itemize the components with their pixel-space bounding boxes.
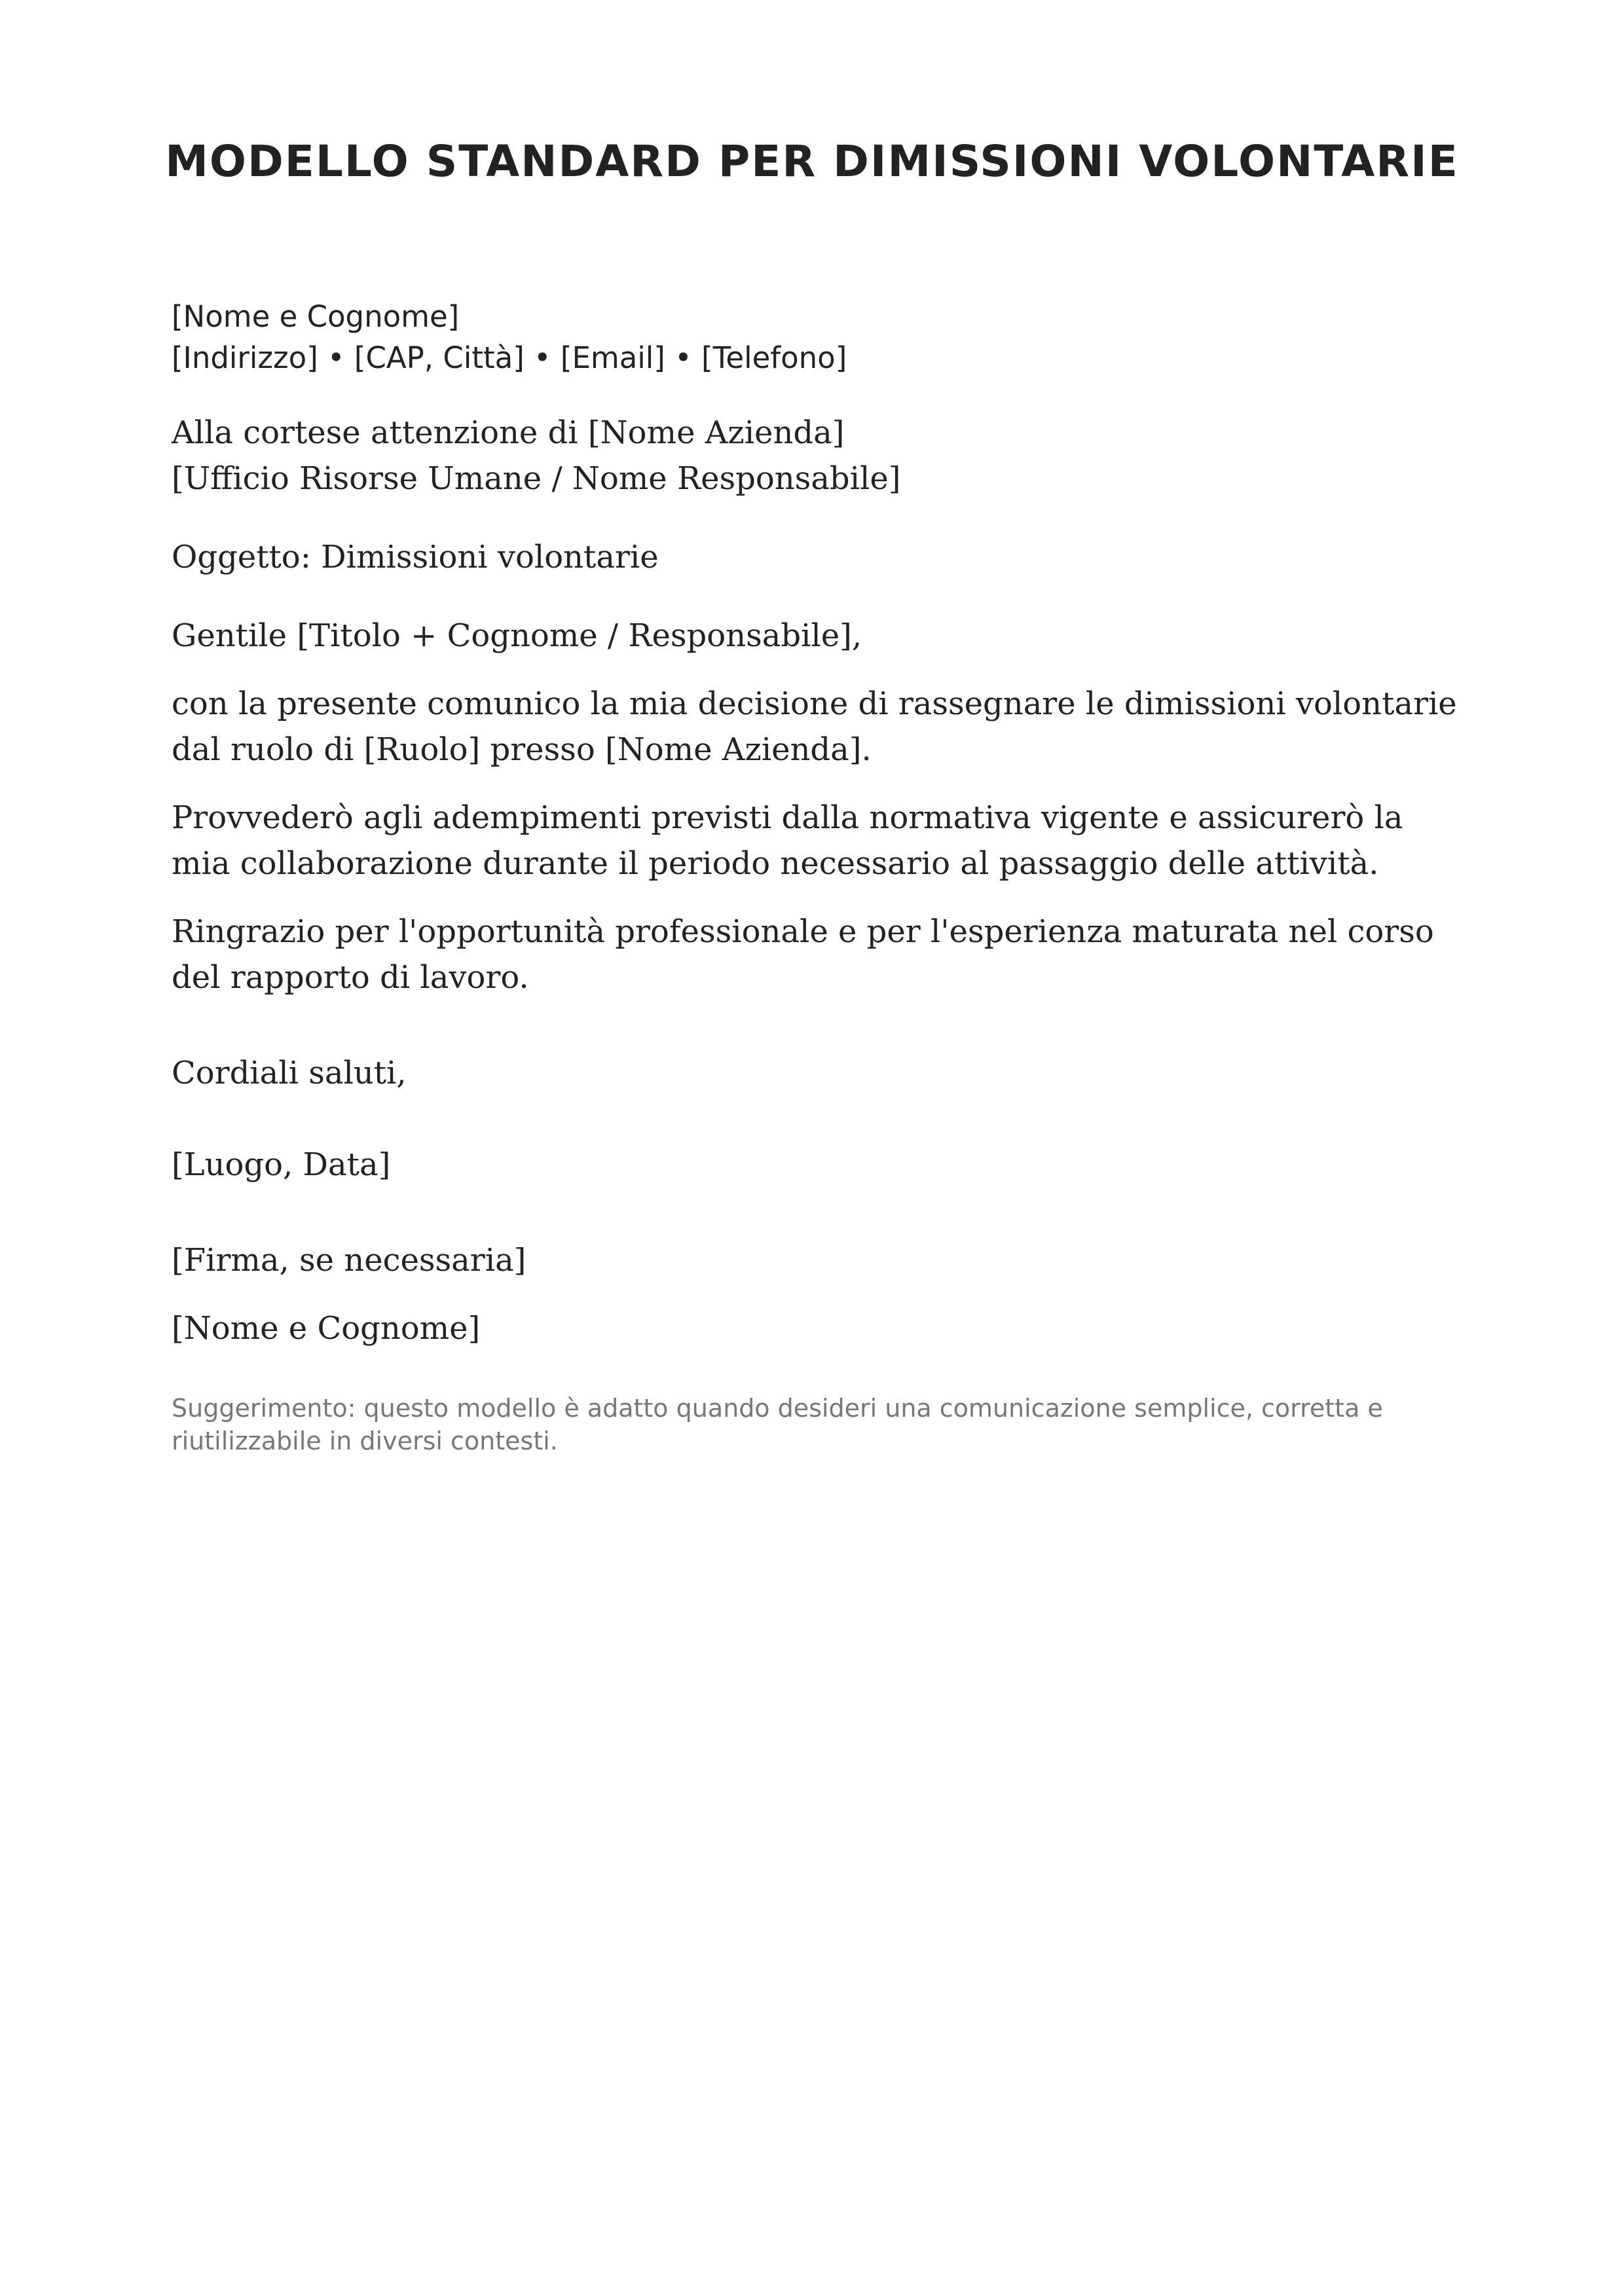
document-title: MODELLO STANDARD PER DIMISSIONI VOLONTARIE — [165, 136, 1459, 187]
closing: Cordiali saluti, — [172, 1055, 407, 1091]
sender-name: [Nome e Cognome] — [172, 299, 460, 334]
signature-placeholder: [Firma, se necessaria] — [172, 1242, 526, 1279]
subject-line: Oggetto: Dimissioni volontarie — [172, 539, 659, 575]
body-paragraph-1: con la presente comunico la mia decisione di rassegnare le dimissioni volontarie dal ruolo di [Ruolo] presso [Nome Azienda]. — [172, 685, 1457, 768]
recipient-block — [172, 410, 1462, 501]
place-date: [Luogo, Data] — [172, 1146, 391, 1183]
sender-contacts: [Indirizzo] • [CAP, Città] • [Email] • [Telefono] — [172, 340, 847, 375]
signer-name: [Nome e Cognome] — [172, 1310, 481, 1347]
sender-block — [172, 296, 1462, 378]
tip-note: Suggerimento: questo modello è adatto quando desideri una comunicazione semplice, corretta e riutilizzabile in diversi contesti. — [172, 1394, 1383, 1455]
recipient-line-1: Alla cortese attenzione di [Nome Azienda] — [172, 414, 845, 451]
body-paragraph-3: Ringrazio per l'opportunità professionale e per l'esperienza maturata nel corso del rapporto di lavoro. — [172, 913, 1434, 996]
body-paragraph-2: Provvederò agli adempimenti previsti dalla normativa vigente e assicurerò la mia collaborazione durante il periodo necessario al passaggio delle attività. — [172, 799, 1403, 882]
letter-body — [172, 296, 1462, 1457]
recipient-line-2: [Ufficio Risorse Umane / Nome Responsabile] — [172, 460, 901, 497]
salutation: Gentile [Titolo + Cognome / Responsabile], — [172, 617, 862, 654]
